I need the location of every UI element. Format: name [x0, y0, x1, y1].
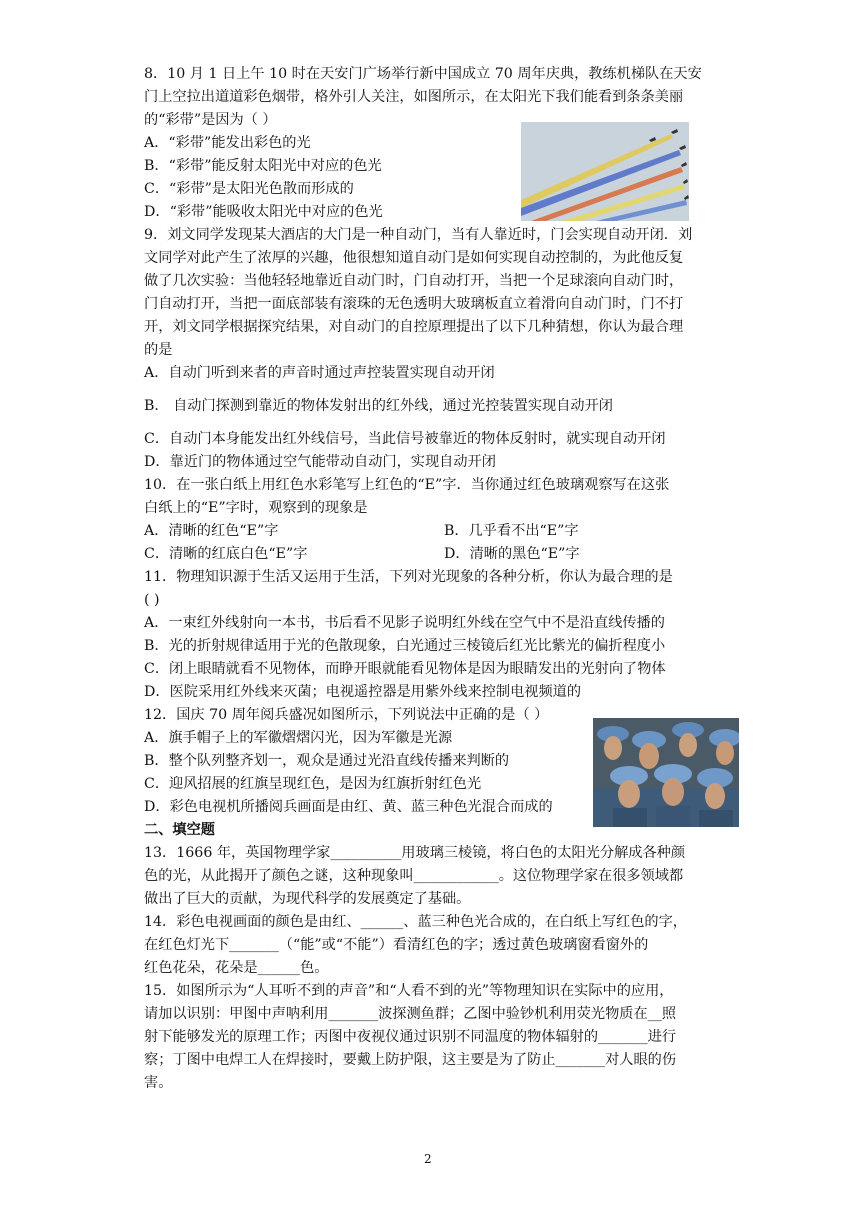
q8-option-d: D．“彩带”能吸收太阳光中对应的色光 [144, 204, 383, 220]
q8-option-b: B．“彩带”能反射太阳光中对应的色光 [144, 158, 382, 174]
q12-option-b: B．整个队列整齐划一，观众是通过光沿直线传播来判断的 [144, 753, 510, 769]
q12-line-1: 12．国庆 70 周年阅兵盛况如图所示，下列说法中正确的是（ ） [144, 707, 549, 723]
q9-option-c: C．自动门本身能发出红外线信号，当此信号被靠近的物体反射时，就实现自动开闭 [144, 431, 666, 447]
q10-line-2: 白纸上的“E”字时，观察到的现象是 [144, 500, 368, 516]
q10-option-a: A．清晰的红色“E”字 [144, 523, 279, 539]
q8-line-2: 门上空拉出道道彩色烟带，格外引人关注，如图所示，在太阳光下我们能看到条条美丽 [144, 89, 684, 105]
q15-line-4: 察；丁图中电焊工人在焊接时，要戴上防护限，这主要是为了防止_______对人眼的伤 [144, 1052, 677, 1068]
q12-option-a: A．旗手帽子上的军徽熠熠闪光，因为军徽是光源 [144, 730, 453, 746]
q11-option-b: B．光的折射规律适用于光的色散现象，白光通过三棱镜后红光比紫光的偏折程度小 [144, 638, 666, 654]
q14-line-1: 14．彩色电视画面的颜色是由红、______、蓝三种色光合成的，在白纸上写红色的字， [144, 914, 687, 930]
parade-soldiers-photo [593, 718, 739, 827]
q10-line-1: 10．在一张白纸上用红色水彩笔写上红色的“E”字．当你通过红色玻璃观察写在这张 [144, 477, 670, 493]
q14-line-3: 红色花朵，花朵是______色。 [144, 960, 329, 976]
q10-option-d: D．清晰的黑色“E”字 [444, 546, 580, 562]
q9-line-3: 做了几次实验：当他轻轻地靠近自动门时，门自动打开，当把一个足球滚向自动门时， [144, 273, 684, 289]
q9-line-1: 9．刘文同学发现某大酒店的大门是一种自动门，当有人靠近时，门会实现自动开闭．刘 [144, 227, 693, 243]
q15-line-1: 15．如图所示为“人耳听不到的声音”和“人看不到的光”等物理知识在实际中的应用， [144, 983, 674, 999]
q10-option-c: C．清晰的红底白色“E”字 [144, 546, 308, 562]
q9-line-4: 门自动打开，当把一面底部装有滚珠的无色透明大玻璃板直立着滑向自动门时，门不打 [144, 296, 684, 312]
q15-line-5: 害。 [144, 1075, 173, 1091]
q10-option-b: B．几乎看不出“E”字 [444, 523, 579, 539]
q8-line-1: 8．10 月 1 日上午 10 时在天安门广场举行新中国成立 70 周年庆典，教练机梯队在天安 [144, 66, 702, 82]
q15-line-3: 射下能够发光的原理工作；丙图中夜视仪通过识别不同温度的物体辐射的_______进行 [144, 1029, 677, 1045]
q12-option-d: D．彩色电视机所播阅兵画面是由红、黄、蓝三种色光混合而成的 [144, 799, 553, 815]
q8-line-3: 的“彩带”是因为（ ） [144, 112, 277, 128]
q15-line-2: 请加以识别：甲图中声呐利用_______波探测鱼群；乙图中验钞机利用荧光物质在__照 [144, 1006, 677, 1022]
q9-line-5: 开，刘文同学根据探究结果，对自动门的自控原理提出了以下几种猜想，你认为最合理 [144, 319, 684, 335]
q9-option-a: A．自动门听到来者的声音时通过声控装置实现自动开闭 [144, 365, 495, 381]
q11-line-2: ( ) [144, 592, 160, 608]
q8-option-c: C．“彩带”是太阳光色散而形成的 [144, 181, 354, 197]
q9-line-2: 文同学对此产生了浓厚的兴趣，他很想知道自动门是如何实现自动控制的，为此他反复 [144, 250, 684, 266]
q9-option-d: D．靠近门的物体通过空气能带动自动门，实现自动开闭 [144, 454, 496, 470]
q8-option-a: A．“彩带”能发出彩色的光 [144, 135, 311, 151]
q13-line-2: 色的光，从此揭开了颜色之谜，这种现象叫____________。这位物理学家在很多领域都 [144, 868, 684, 884]
jet-formation-photo [521, 122, 689, 221]
q12-option-c: C．迎风招展的红旗呈现红色，是因为红旗折射红色光 [144, 776, 482, 792]
q9-line-6: 的是 [144, 342, 173, 358]
page-number: 2 [424, 1152, 432, 1166]
q11-option-c: C．闭上眼睛就看不见物体，而睁开眼就能看见物体是因为眼睛发出的光射向了物体 [144, 661, 666, 677]
q13-line-1: 13．1666 年，英国物理学家__________用玻璃三棱镜，将白色的太阳光分解成各种颜 [144, 845, 686, 861]
section-title-fill-in: 二、填空题 [144, 822, 215, 838]
q13-line-3: 做出了巨大的贡献，为现代科学的发展奠定了基础。 [144, 891, 471, 907]
q11-option-a: A．一束红外线射向一本书，书后看不见影子说明红外线在空气中不是沿直线传播的 [144, 615, 665, 631]
q9-option-b: B． 自动门探测到靠近的物体发射出的红外线，通过光控装置实现自动开闭 [144, 398, 613, 414]
q14-line-2: 在红色灯光下_______（“能”或“不能”）看清红色的字；透过黄色玻璃窗看窗外的 [144, 937, 649, 953]
q11-option-d: D．医院采用红外线来灭菌；电视遥控器是用紫外线来控制电视频道的 [144, 684, 582, 700]
q11-line-1: 11．物理知识源于生活又运用于生活，下列对光现象的各种分析，你认为最合理的是 [144, 569, 673, 585]
